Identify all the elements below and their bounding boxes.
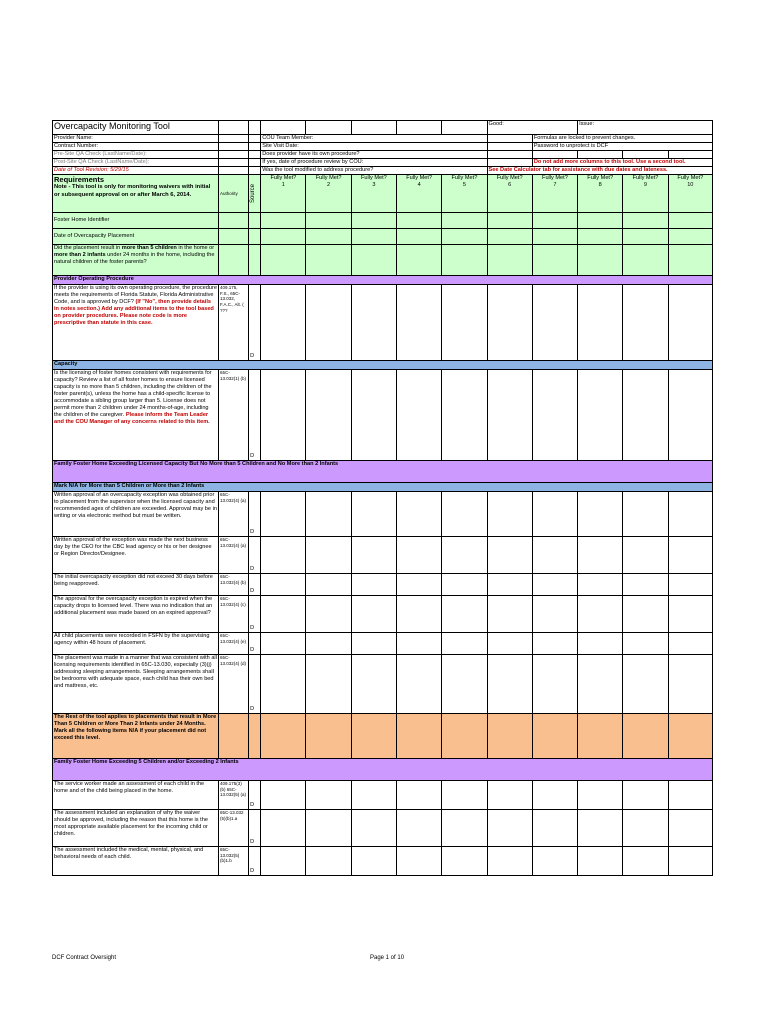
rest-of-tool-row: [53, 714, 713, 759]
family-exceed-header: Family Foster Home Exceeding Licensed Capacity But No More than 5 Children and No More than 2 Infants: [53, 461, 713, 483]
table-cell[interactable]: [668, 633, 712, 655]
table-cell[interactable]: [397, 633, 442, 655]
table-cell[interactable]: [397, 245, 442, 276]
table-cell[interactable]: [261, 370, 306, 461]
table-cell[interactable]: [306, 492, 351, 537]
issue-label: Issue:: [578, 121, 713, 135]
table-cell: [249, 167, 261, 175]
table-cell[interactable]: [261, 492, 306, 537]
source-cell: D: [249, 810, 261, 847]
source-cell: D: [249, 781, 261, 810]
authority-cell: 65C-13.032 (5)(b)1.a: [218, 810, 248, 847]
table-cell[interactable]: [623, 810, 668, 847]
table-cell[interactable]: [442, 285, 487, 361]
table-cell[interactable]: [487, 574, 532, 596]
table-cell: [306, 121, 351, 135]
fully-met-col-5: Fully Met? 5: [442, 175, 487, 213]
table-cell[interactable]: [397, 370, 442, 461]
authority-header: Authority: [218, 175, 248, 213]
source-cell: D: [249, 847, 261, 876]
table-cell[interactable]: [261, 285, 306, 361]
table-cell[interactable]: [578, 245, 623, 276]
table-cell[interactable]: [397, 781, 442, 810]
table-row: [53, 655, 713, 714]
table-cell: [218, 167, 248, 175]
provider-procedure-authority: 409.175, F.S., 65C-13.032, F.A.C., Alt. ( ???: [218, 285, 248, 361]
requirement-text: The assessment included the medical, mental, physical, and behavioral needs of each child.: [53, 847, 219, 876]
table-cell: [249, 213, 261, 229]
authority-cell: 409.175(3)(b) 65C-13.032(5) (a): [218, 781, 248, 810]
page-number: Page 1 of 10: [370, 955, 405, 961]
no-columns-note: Do not add more columns to this tool. Use a second tool.: [532, 159, 712, 167]
foster-home-id-row: [53, 213, 713, 229]
table-cell[interactable]: [623, 537, 668, 574]
table-cell[interactable]: [668, 213, 712, 229]
table-cell[interactable]: [442, 492, 487, 537]
family-5-header-row: [53, 759, 713, 781]
table-cell: [218, 151, 248, 159]
table-cell: [578, 151, 623, 159]
fully-met-col-4: Fully Met? 4: [397, 175, 442, 213]
table-cell[interactable]: [351, 847, 396, 876]
table-cell[interactable]: [623, 847, 668, 876]
table-cell[interactable]: [351, 810, 396, 847]
table-cell: [351, 714, 396, 759]
table-cell[interactable]: [623, 781, 668, 810]
table-cell[interactable]: [306, 596, 351, 633]
table-cell[interactable]: [442, 596, 487, 633]
source-cell: D: [249, 633, 261, 655]
table-cell[interactable]: [261, 810, 306, 847]
table-cell[interactable]: [532, 633, 577, 655]
table-cell: [623, 151, 668, 159]
table-cell[interactable]: [623, 655, 668, 714]
table-cell[interactable]: [442, 537, 487, 574]
capacity-header: Capacity: [53, 361, 713, 370]
pre-site-qa-label: Pre-Site QA Check (LastName/Date):: [53, 151, 219, 159]
requirement-text: Written approval of the exception was made the next business day by the CEO for the CBC lead agency or his or her designee or Region Director/Designee.: [53, 537, 219, 574]
table-cell[interactable]: [442, 229, 487, 245]
table-cell: [218, 229, 248, 245]
source-cell: D: [249, 655, 261, 714]
table-cell[interactable]: [487, 633, 532, 655]
table-cell[interactable]: [578, 847, 623, 876]
table-cell: [249, 245, 261, 276]
table-cell[interactable]: [351, 633, 396, 655]
fully-met-col-2: Fully Met? 2: [306, 175, 351, 213]
requirement-text: The assessment included an explanation of why the waiver should be approved, including the reason that this home is the most appropriate available placement for the incoming child or children.: [53, 810, 219, 847]
table-cell: [623, 714, 668, 759]
table-cell[interactable]: [261, 633, 306, 655]
table-cell[interactable]: [668, 810, 712, 847]
table-cell[interactable]: [487, 492, 532, 537]
table-cell[interactable]: [351, 370, 396, 461]
foster-home-id-label: Foster Home Identifier: [53, 213, 219, 229]
table-cell: [249, 159, 261, 167]
date-overcapacity-label: Date of Overcapacity Placement: [53, 229, 219, 245]
fully-met-col-6: Fully Met? 6: [487, 175, 532, 213]
table-cell[interactable]: [532, 596, 577, 633]
table-cell[interactable]: [442, 574, 487, 596]
good-label: Good:: [487, 121, 578, 135]
monitoring-table: [52, 120, 713, 876]
table-cell: [668, 714, 712, 759]
password-note: Password to unprotect is DCF: [532, 143, 712, 151]
table-cell[interactable]: [668, 596, 712, 633]
table-cell[interactable]: [578, 492, 623, 537]
table-cell[interactable]: [532, 847, 577, 876]
table-cell[interactable]: [397, 229, 442, 245]
table-cell[interactable]: [261, 229, 306, 245]
table-cell[interactable]: [532, 245, 577, 276]
family-5-header: Family Foster Home Exceeding 5 Children and/or Exceeding 2 Infants: [53, 759, 713, 781]
authority-cell: 65C-13.032(4) (e): [218, 633, 248, 655]
table-cell[interactable]: [261, 213, 306, 229]
rest-of-tool-note: The Rest of the tool applies to placements that result in More Than 5 Children or More Than 2 Infants under 24 Months. Mark all the following items N/A if your placement did not exceed this level.: [53, 714, 219, 759]
table-cell: [442, 121, 487, 135]
table-cell[interactable]: [442, 781, 487, 810]
table-cell: [218, 245, 248, 276]
source-header: [249, 175, 261, 213]
table-cell[interactable]: [351, 285, 396, 361]
table-cell[interactable]: [532, 285, 577, 361]
table-cell: [218, 159, 248, 167]
table-cell[interactable]: [306, 810, 351, 847]
table-cell[interactable]: [487, 847, 532, 876]
table-cell[interactable]: [668, 537, 712, 574]
table-cell[interactable]: [532, 370, 577, 461]
fully-met-col-3: Fully Met? 3: [351, 175, 396, 213]
table-cell[interactable]: [397, 574, 442, 596]
table-cell[interactable]: [351, 655, 396, 714]
table-cell: [487, 143, 532, 151]
table-row: [53, 574, 713, 596]
table-cell[interactable]: [623, 492, 668, 537]
table-cell[interactable]: [578, 229, 623, 245]
table-cell: [351, 121, 396, 135]
capacity-header-row: [53, 361, 713, 370]
procedure-review-label: If yes, date of procedure review by COU:: [261, 159, 487, 167]
table-cell[interactable]: [351, 781, 396, 810]
table-cell[interactable]: [623, 245, 668, 276]
fully-met-col-8: Fully Met? 8: [578, 175, 623, 213]
table-cell[interactable]: [442, 213, 487, 229]
requirements-note: Note - This tool is only for monitoring waivers with initial or subsequent approval on or after March 6, 2014.: [54, 184, 211, 198]
table-cell[interactable]: [351, 492, 396, 537]
table-cell[interactable]: [261, 596, 306, 633]
table-cell: [487, 135, 532, 143]
requirement-text: The service worker made an assessment of each child in the home and of the child being placed in the home.: [53, 781, 219, 810]
table-cell[interactable]: [578, 213, 623, 229]
table-cell[interactable]: [487, 596, 532, 633]
authority-cell: 65C-13.032(4) (d): [218, 655, 248, 714]
table-cell[interactable]: [532, 655, 577, 714]
table-cell[interactable]: [578, 574, 623, 596]
table-cell[interactable]: [578, 285, 623, 361]
table-row: [53, 633, 713, 655]
provider-procedure-header: Provider Operating Procedure: [53, 276, 713, 285]
cou-team-member-label: COU Team Member:: [261, 135, 487, 143]
provider-procedure-row: [53, 285, 713, 361]
site-visit-date-label: Site Visit Date:: [261, 143, 487, 151]
table-cell[interactable]: [306, 633, 351, 655]
placement-question-row: [53, 245, 713, 276]
table-cell: [218, 143, 248, 151]
table-cell[interactable]: [306, 245, 351, 276]
authority-cell: 65C-13.032(5) (b)1.b: [218, 847, 248, 876]
table-cell[interactable]: [306, 574, 351, 596]
table-cell[interactable]: [532, 781, 577, 810]
family-exceed-header-row: [53, 461, 713, 483]
table-cell[interactable]: [397, 492, 442, 537]
fully-met-col-10: Fully Met? 10: [668, 175, 712, 213]
table-cell: [578, 714, 623, 759]
table-cell[interactable]: [442, 633, 487, 655]
table-cell[interactable]: [442, 370, 487, 461]
revision-date: Date of Tool Revision: 5/29/15: [53, 167, 219, 175]
table-cell[interactable]: [578, 537, 623, 574]
fully-met-col-9: Fully Met? 9: [623, 175, 668, 213]
table-row: [53, 596, 713, 633]
requirements-label: Requirements: [54, 175, 105, 184]
source-cell: D: [249, 574, 261, 596]
post-site-qa-label: Post-Site QA Check (LastName/Date):: [53, 159, 219, 167]
date-calculator-note: See Date Calculator tab for assistance with due dates and lateness.: [487, 167, 712, 175]
spreadsheet: [52, 120, 713, 876]
table-cell[interactable]: [397, 596, 442, 633]
authority-cell: 65C-13.032(4) (c): [218, 596, 248, 633]
table-cell[interactable]: [442, 245, 487, 276]
table-cell[interactable]: [306, 537, 351, 574]
table-cell[interactable]: [668, 574, 712, 596]
fully-met-col-1: Fully Met? 1: [261, 175, 306, 213]
table-cell[interactable]: [487, 229, 532, 245]
table-cell[interactable]: [487, 213, 532, 229]
mark-na-header: Mark N/A for More than 5 Children or More than 2 Infants: [53, 483, 713, 492]
source-cell: D: [249, 596, 261, 633]
table-cell[interactable]: [668, 245, 712, 276]
capacity-authority: 65C-13.032(1) (b): [218, 370, 248, 461]
table-row: [53, 537, 713, 574]
table-cell[interactable]: [397, 655, 442, 714]
table-cell[interactable]: [532, 810, 577, 847]
table-cell: [218, 714, 248, 759]
table-cell[interactable]: [351, 596, 396, 633]
table-cell: [487, 159, 532, 167]
table-cell[interactable]: [397, 537, 442, 574]
table-cell: [306, 714, 351, 759]
source-cell: D: [249, 370, 261, 461]
table-cell[interactable]: [532, 492, 577, 537]
provider-name-label: Provider Name:: [53, 135, 219, 143]
table-cell: [668, 151, 712, 159]
table-cell[interactable]: [623, 596, 668, 633]
table-cell[interactable]: [487, 285, 532, 361]
table-cell: [261, 714, 306, 759]
contract-number-label: Contract Number:: [53, 143, 219, 151]
table-cell[interactable]: [578, 655, 623, 714]
table-cell[interactable]: [351, 537, 396, 574]
table-cell: [442, 714, 487, 759]
table-cell: [532, 714, 577, 759]
table-cell[interactable]: [487, 655, 532, 714]
table-cell[interactable]: [261, 847, 306, 876]
table-cell: [532, 151, 577, 159]
table-cell[interactable]: [306, 847, 351, 876]
table-cell: [218, 135, 248, 143]
table-cell[interactable]: [306, 655, 351, 714]
table-cell[interactable]: [578, 781, 623, 810]
table-cell[interactable]: [532, 574, 577, 596]
table-row: [53, 492, 713, 537]
table-cell[interactable]: [487, 370, 532, 461]
table-cell[interactable]: [668, 285, 712, 361]
table-cell: [218, 213, 248, 229]
fully-met-col-7: Fully Met? 7: [532, 175, 577, 213]
table-cell: [397, 714, 442, 759]
date-overcapacity-row: [53, 229, 713, 245]
table-cell: [487, 714, 532, 759]
table-row: [53, 810, 713, 847]
table-cell: [218, 121, 248, 135]
table-cell[interactable]: [261, 781, 306, 810]
table-cell[interactable]: [623, 285, 668, 361]
requirement-text: The approval for the overcapacity exception is expired when the capacity drops to licensed level. There was no indication that an additional placement was made based on an expired approval?: [53, 596, 219, 633]
table-row: [53, 847, 713, 876]
tool-title: Overcapacity Monitoring Tool: [53, 121, 219, 135]
requirement-text: All child placements were recorded in FSFN by the supervising agency within 48 hours of placement.: [53, 633, 219, 655]
table-cell[interactable]: [668, 229, 712, 245]
table-cell[interactable]: [397, 285, 442, 361]
table-cell[interactable]: [442, 810, 487, 847]
capacity-text: Is the licensing of foster homes consistent with requirements for capacity? Review a list of all foster homes to ensure licensed capacity is no more than 5 children, including the children of the foster parent(s), unless the home has a child-specific license to accommodate a sibling group larger than 5. License does not permit more than 2 children under 24 months-of-age, including the children of the caregiver. Please inform the Team Leader and the COU Manager of any concerns related to this item.: [53, 370, 219, 461]
requirement-text: Written approval of an overcapacity exception was obtained prior to placement from the supervisor when the licensed capacity and recommended ages of children are exceeded. Approval may be in writing or via electronic method but must be written.: [53, 492, 219, 537]
requirements-header: [53, 175, 219, 213]
tool-modified-label: Was the tool modified to address procedure?: [261, 167, 487, 175]
table-cell[interactable]: [668, 370, 712, 461]
table-cell: [487, 151, 532, 159]
authority-cell: 65C-13.032(4) (b): [218, 574, 248, 596]
table-cell: [249, 143, 261, 151]
table-cell[interactable]: [668, 847, 712, 876]
own-procedure-label: Does provider have its own procedure?: [261, 151, 487, 159]
table-cell[interactable]: [397, 213, 442, 229]
table-cell[interactable]: [668, 492, 712, 537]
table-cell[interactable]: [623, 370, 668, 461]
table-cell[interactable]: [261, 245, 306, 276]
table-cell[interactable]: [487, 810, 532, 847]
table-cell[interactable]: [578, 370, 623, 461]
table-cell[interactable]: [668, 781, 712, 810]
requirement-text: The initial overcapacity exception did not exceed 30 days before being reapproved.: [53, 574, 219, 596]
table-cell: [397, 121, 442, 135]
formulas-note: Formulas are locked to prevent changes.: [532, 135, 712, 143]
requirement-text: The placement was made in a manner that was consistent with all licensing requirements identified in 65C-13.030, especially (3)(j) addressing sleeping arrangements. Sleeping arrangements shall be bedrooms with adequate space, each child has their own bed and mattress, etc.: [53, 655, 219, 714]
mark-na-row: [53, 483, 713, 492]
table-cell[interactable]: [351, 245, 396, 276]
source-cell: D: [249, 492, 261, 537]
table-cell: [249, 229, 261, 245]
table-cell[interactable]: [351, 229, 396, 245]
provider-procedure-header-row: [53, 276, 713, 285]
table-cell[interactable]: [578, 810, 623, 847]
authority-cell: 65C-13.032(4) (a): [218, 537, 248, 574]
table-cell[interactable]: [397, 847, 442, 876]
table-cell[interactable]: [487, 781, 532, 810]
table-cell[interactable]: [487, 245, 532, 276]
table-cell[interactable]: [578, 633, 623, 655]
footer-left: DCF Contract Oversight: [52, 955, 117, 961]
table-cell[interactable]: [532, 229, 577, 245]
table-cell[interactable]: [397, 810, 442, 847]
table-cell[interactable]: [261, 537, 306, 574]
placement-question: Did the placement result in more than 5 children in the home or more than 2 infants under 24 months in the home, including the natural children of the foster parents?: [53, 245, 219, 276]
source-label: Source: [250, 183, 257, 203]
table-cell: [249, 714, 261, 759]
table-cell[interactable]: [306, 285, 351, 361]
table-cell[interactable]: [351, 213, 396, 229]
source-cell: D: [249, 537, 261, 574]
table-cell: [249, 121, 261, 135]
table-cell[interactable]: [487, 537, 532, 574]
table-cell[interactable]: [351, 574, 396, 596]
table-cell[interactable]: [306, 229, 351, 245]
table-cell[interactable]: [532, 537, 577, 574]
table-cell[interactable]: [442, 847, 487, 876]
table-cell[interactable]: [261, 574, 306, 596]
source-cell: D: [249, 285, 261, 361]
table-cell[interactable]: [623, 213, 668, 229]
table-cell[interactable]: [668, 655, 712, 714]
table-cell: [249, 151, 261, 159]
table-cell[interactable]: [578, 596, 623, 633]
table-cell[interactable]: [623, 229, 668, 245]
table-cell: [261, 121, 306, 135]
table-cell[interactable]: [442, 655, 487, 714]
table-cell[interactable]: [306, 781, 351, 810]
table-cell[interactable]: [623, 574, 668, 596]
table-cell[interactable]: [306, 213, 351, 229]
provider-procedure-text: If the provider is using its own operating procedure, the procedure meets the requirements of Florida Statute, Florida Administrative Code, and is approved by DCF? (If "No", then provide details in notes section.) Add any additional items to the tool based on provider procedures. Please note code is more prescriptive than statute in this case.: [53, 285, 219, 361]
table-cell: [249, 135, 261, 143]
table-cell[interactable]: [532, 213, 577, 229]
capacity-row: [53, 370, 713, 461]
table-cell[interactable]: [261, 655, 306, 714]
table-cell[interactable]: [623, 633, 668, 655]
table-cell[interactable]: [306, 370, 351, 461]
authority-cell: 65C-13.032(4) (a): [218, 492, 248, 537]
table-row: [53, 781, 713, 810]
